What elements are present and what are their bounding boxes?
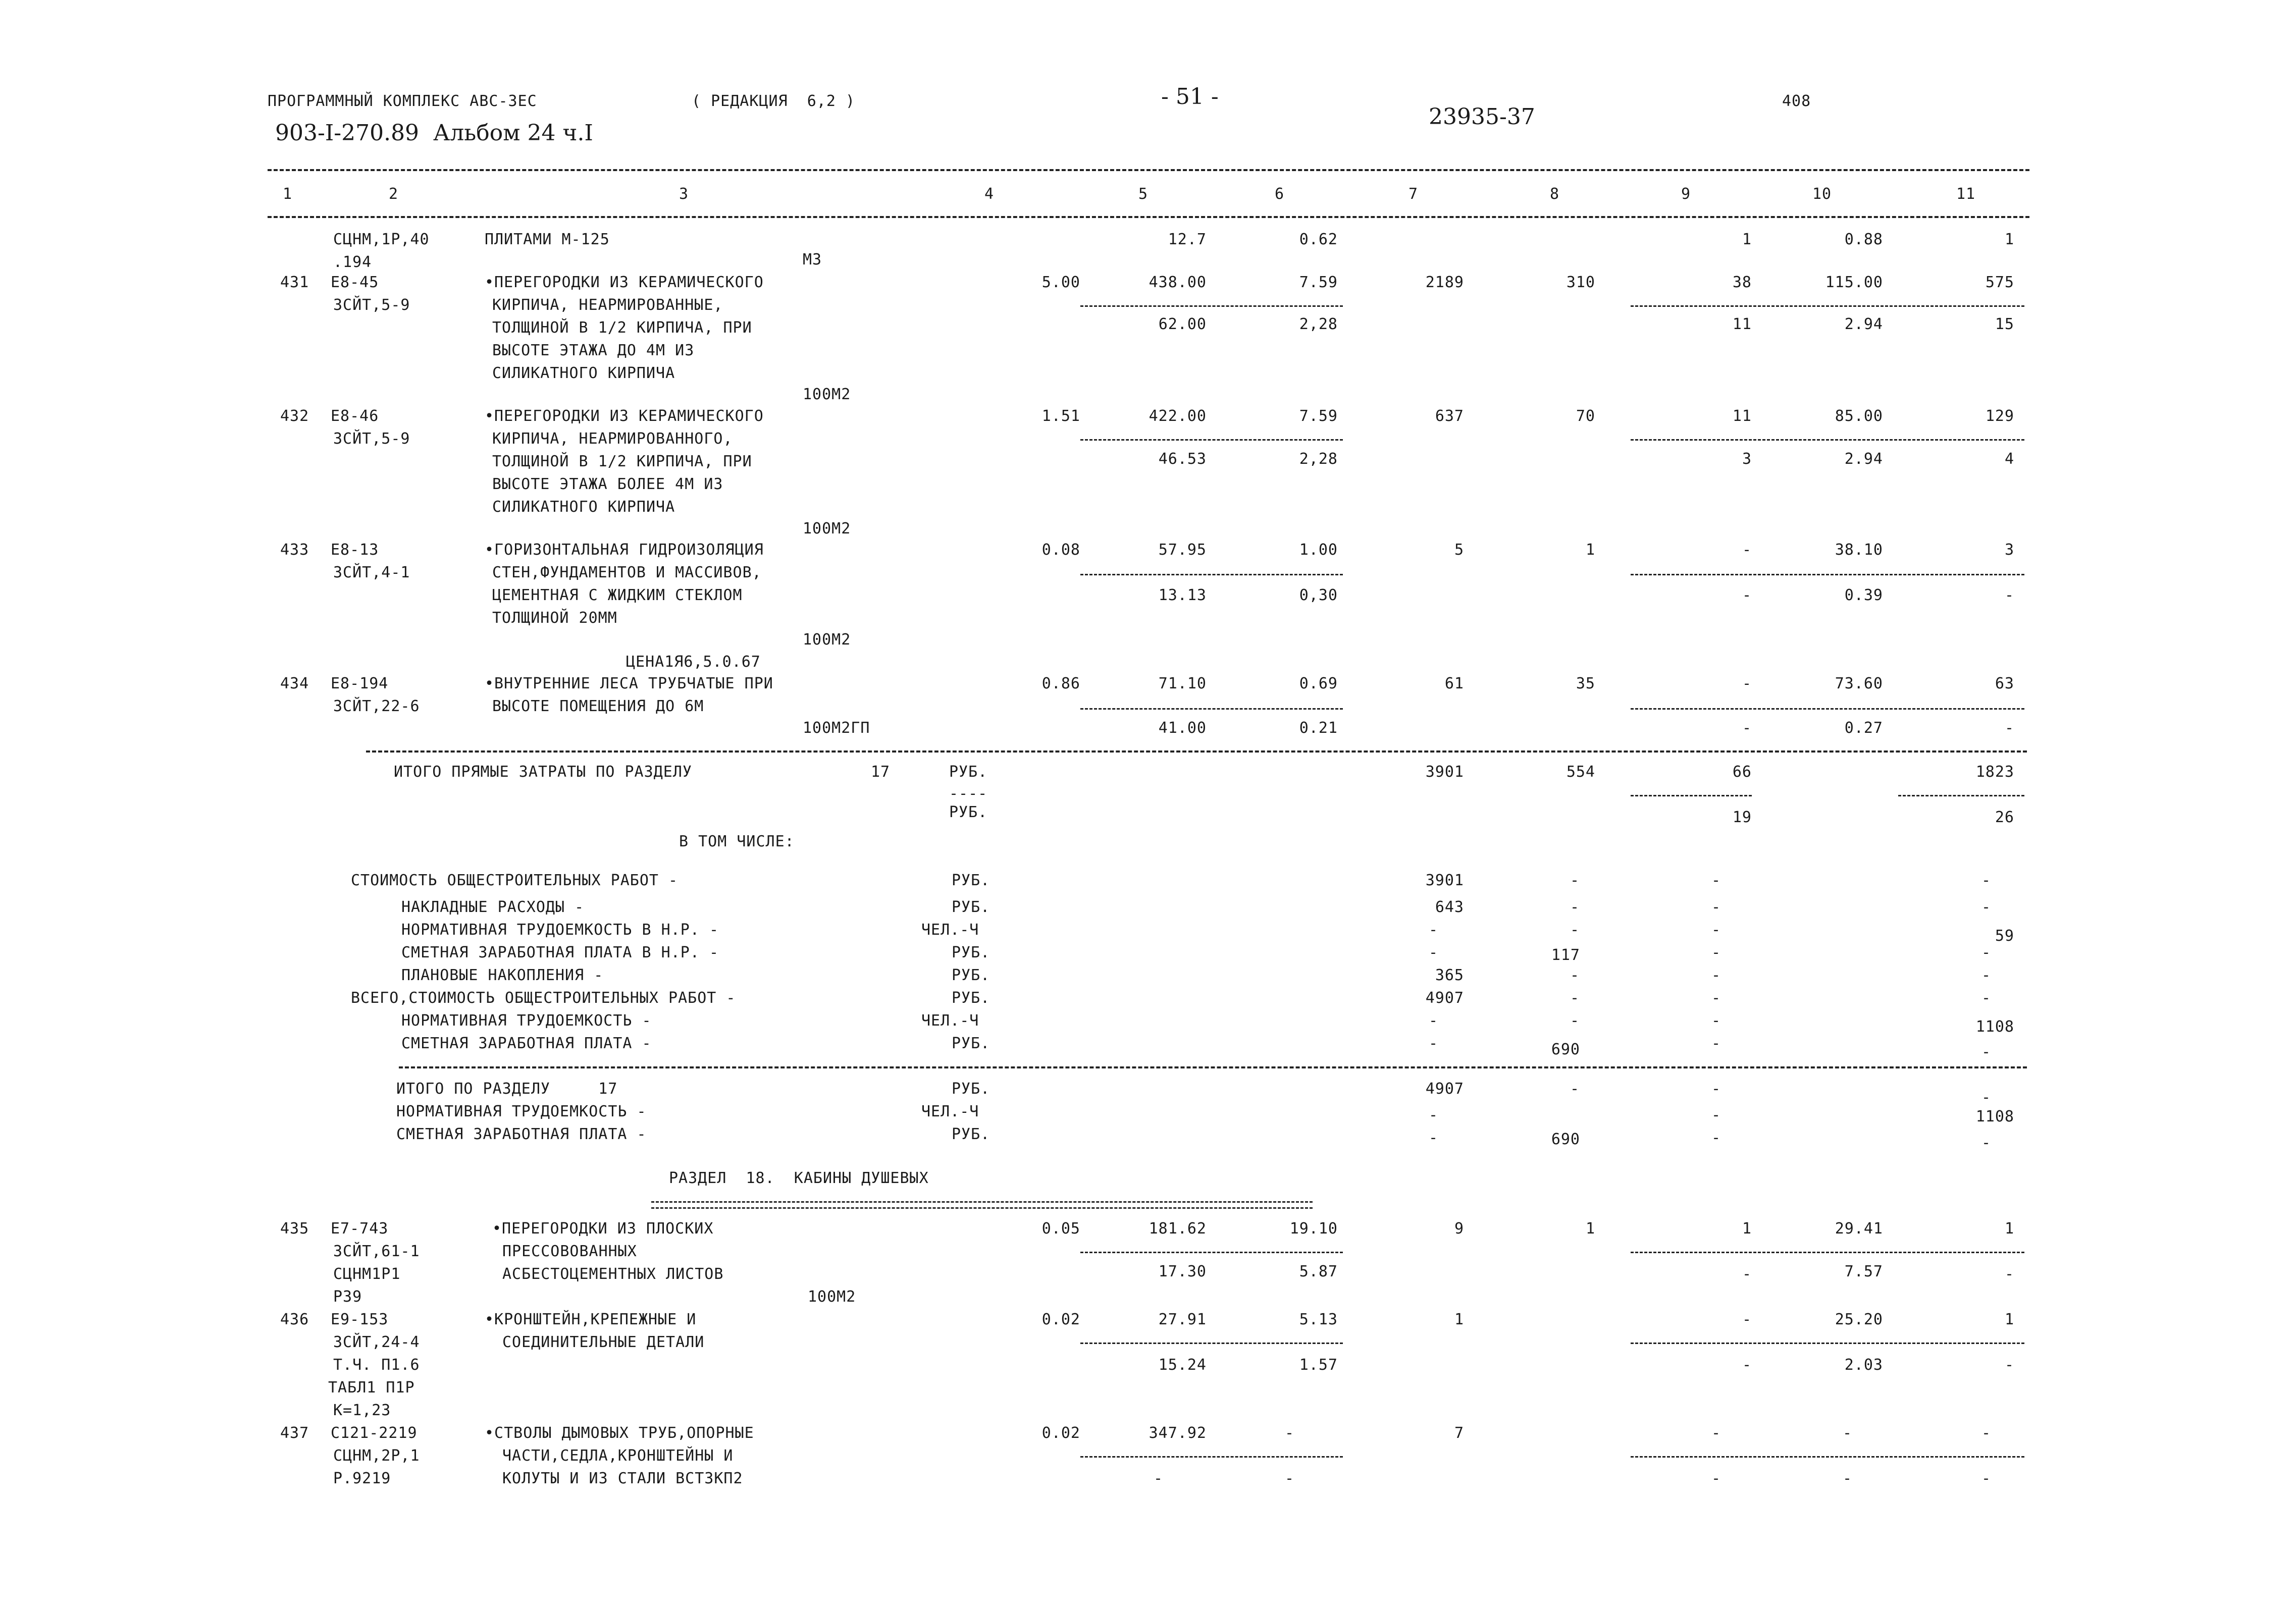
summary-unit: ЧЕЛ.-Ч (921, 921, 979, 939)
sheet-number: 408 (1782, 92, 1811, 110)
cell-c10: 38.10 (1835, 541, 1883, 559)
row-desc-line: КОЛУТЫ И ИЗ СТАЛИ ВСТЗКП2 (502, 1470, 743, 1487)
row-number: 437 (280, 1424, 309, 1442)
cell-c11: 63 (1995, 675, 2014, 692)
cell-c9: - (1742, 675, 1752, 692)
cell-c6b: 5.87 (1299, 1263, 1338, 1280)
col-3: 3 (679, 185, 689, 203)
row-desc-line: •ВНУТРЕННИЕ ЛЕСА ТРУБЧАТЫЕ ПРИ (485, 675, 773, 692)
cell-c6b: 2,28 (1299, 450, 1338, 468)
cell-divider (1631, 708, 2024, 710)
program-edition: ( РЕДАКЦИЯ 6,2 ) (692, 92, 856, 110)
summary-c7: - (1429, 921, 1439, 939)
total-unit: РУБ. (949, 763, 988, 781)
row-code3: Т.Ч. П1.6 (333, 1356, 420, 1374)
cell-c10: 25.20 (1835, 1311, 1883, 1328)
row-code3: Р.9219 (333, 1470, 391, 1487)
summary-c7: 365 (1435, 967, 1464, 984)
cell-c11: 1 (2004, 1311, 2014, 1328)
summary-unit: РУБ. (952, 872, 990, 889)
summary-unit: РУБ. (952, 989, 990, 1007)
row-desc-line: СИЛИКАТНОГО КИРПИЧА (492, 364, 675, 382)
program-name: ПРОГРАММНЫЙ КОМПЛЕКС АВС-ЗЕС (268, 92, 537, 110)
cell-c5: 181.62 (1149, 1220, 1207, 1238)
row-number: 432 (280, 407, 309, 425)
summary-unit: РУБ. (952, 1035, 990, 1052)
cell-c5: 57.95 (1158, 541, 1207, 559)
cell-c10b: 2.94 (1844, 450, 1883, 468)
row-code4: ТАБЛ1 П1Р (328, 1379, 415, 1397)
total2-c7: - (1429, 1106, 1439, 1124)
row-desc-line: •СТВОЛЫ ДЫМОВЫХ ТРУБ,ОПОРНЫЕ (485, 1424, 754, 1442)
total2-unit: ЧЕЛ.-Ч (921, 1103, 979, 1120)
summary-c9: - (1711, 872, 1721, 889)
summary-c9: - (1711, 1012, 1721, 1030)
cell-c9: - (1742, 541, 1752, 559)
row-code5: К=1,23 (333, 1402, 391, 1419)
summary-label: СТОИМОСТЬ ОБЩЕСТРОИТЕЛЬНЫХ РАБОТ - (351, 872, 679, 889)
col-2: 2 (389, 185, 399, 203)
row-desc-line: •КРОНШТЕЙН,КРЕПЕЖНЫЕ И (485, 1311, 697, 1328)
cell-divider (1631, 1456, 2024, 1458)
row-number: 433 (280, 541, 309, 559)
row-desc-line: ТОЛЩИНОЙ В 1/2 КИРПИЧА, ПРИ (492, 453, 752, 470)
row-unit: 100М2 (803, 386, 851, 403)
cell-c9: 1 (1742, 231, 1752, 248)
cell-c11: 575 (1985, 274, 2014, 291)
summary-c7: - (1429, 1035, 1439, 1052)
cell-c9b: - (1742, 1356, 1752, 1374)
cell-c5b: 17.30 (1158, 1263, 1207, 1280)
cell-c8: 1 (1585, 541, 1595, 559)
summary-unit: РУБ. (952, 898, 990, 916)
row-unit: 100М2 (803, 631, 851, 649)
row-desc-line: ВЫСОТЕ ЭТАЖА ДО 4М ИЗ (492, 342, 695, 359)
section-underline (651, 1201, 1313, 1203)
cell-c11b: 4 (2004, 450, 2014, 468)
cell-c4: 0.02 (1041, 1424, 1080, 1442)
col-11: 11 (1956, 185, 1976, 203)
total2-c11: - (1981, 1089, 1992, 1106)
summary-label: СМЕТНАЯ ЗАРАБОТНАЯ ПЛАТА В Н.Р. - (401, 944, 719, 961)
summary-c8: - (1570, 1012, 1580, 1030)
summary-c11: - (1981, 872, 1992, 889)
cell-c5b: 41.00 (1158, 719, 1207, 737)
summary-c11: - (1981, 898, 1992, 916)
row-desc-line: ЦЕМЕНТНАЯ С ЖИДКИМ СТЕКЛОМ (492, 586, 743, 604)
cell-c11b: - (2004, 719, 2014, 737)
cell-c10b: 7.57 (1844, 1263, 1883, 1280)
cell-c10: 73.60 (1835, 675, 1883, 692)
cell-divider (1080, 439, 1343, 441)
summary-c8: - (1570, 898, 1580, 916)
cell-c7: 61 (1444, 675, 1464, 692)
cell-c9: - (1711, 1424, 1721, 1442)
row-desc-line: АСБЕСТОЦЕМЕНТНЫХ ЛИСТОВ (502, 1265, 724, 1283)
cell-c6: 7.59 (1299, 407, 1338, 425)
cell-c9b: 3 (1742, 450, 1752, 468)
cell-c11: 129 (1985, 407, 2014, 425)
total2-label: СМЕТНАЯ ЗАРАБОТНАЯ ПЛАТА - (396, 1125, 647, 1143)
cell-c7: 5 (1454, 541, 1464, 559)
row-code3: СЦНМ1Р1 (333, 1265, 401, 1283)
rule (366, 750, 2027, 753)
cell-c9b: - (1742, 1265, 1752, 1283)
cell-c10b: 2.03 (1844, 1356, 1883, 1374)
cell-c9b: - (1742, 586, 1752, 604)
cell-c5: 12.7 (1168, 231, 1207, 248)
row-code: Е8-46 (331, 407, 379, 425)
total-c9: 66 (1732, 763, 1752, 781)
cell-c10b: 0.27 (1844, 719, 1883, 737)
cell-c11b: - (2004, 1265, 2014, 1283)
rule (268, 169, 2029, 171)
row-code2: ЗСЙТ,24-4 (333, 1333, 420, 1351)
cell-divider (1631, 1343, 2024, 1344)
section-underline (651, 1207, 1313, 1209)
total-c11: 1823 (1975, 763, 2014, 781)
summary-c7: 643 (1435, 898, 1464, 916)
cell-c9: 38 (1732, 274, 1752, 291)
total-c7: 3901 (1425, 763, 1464, 781)
summary-c8: 690 (1551, 1041, 1580, 1058)
summary-c9: - (1711, 967, 1721, 984)
row-code2: ЗСЙТ,5-9 (333, 296, 410, 314)
cell-c10: - (1843, 1424, 1853, 1442)
cell-c6b: 0,30 (1299, 586, 1338, 604)
cell-c6: 1.00 (1299, 541, 1338, 559)
summary-c11: 1108 (1975, 1018, 2014, 1036)
row-unit: 100М2 (803, 520, 851, 538)
summary-c11: - (1981, 944, 1992, 961)
rule (399, 1066, 2027, 1068)
col-9: 9 (1681, 185, 1691, 203)
row-code: Е8-194 (331, 675, 389, 692)
cell-c9b: 11 (1732, 315, 1752, 333)
cell-c9b: - (1742, 719, 1752, 737)
cell-divider (1631, 795, 1752, 796)
summary-unit: ЧЕЛ.-Ч (921, 1012, 979, 1030)
cell-divider (1080, 574, 1343, 575)
rule (268, 216, 2029, 218)
cell-c10b: 0.39 (1844, 586, 1883, 604)
summary-c8: - (1570, 967, 1580, 984)
row-code: Е8-13 (331, 541, 379, 559)
cell-c4: 0.05 (1041, 1220, 1080, 1238)
row-number: 431 (280, 274, 309, 291)
summary-c8: - (1570, 989, 1580, 1007)
summary-label: НОРМАТИВНАЯ ТРУДОЕМКОСТЬ В Н.Р. - (401, 921, 719, 939)
summary-c7: 3901 (1425, 872, 1464, 889)
row-code: С121-2219 (331, 1424, 418, 1442)
total-unit2: РУБ. (949, 803, 988, 821)
cell-c11b: - (1981, 1470, 1992, 1487)
summary-c11: 59 (1995, 927, 2014, 945)
row-desc-line: •ПЕРЕГОРОДКИ ИЗ КЕРАМИЧЕСКОГО (485, 407, 764, 425)
cell-c5b: 46.53 (1158, 450, 1207, 468)
cell-c10: 29.41 (1835, 1220, 1883, 1238)
cell-c6: - (1285, 1424, 1295, 1442)
cell-c11: - (1981, 1424, 1992, 1442)
cell-c4: 0.86 (1041, 675, 1080, 692)
page-number: - 51 - (1161, 84, 1219, 110)
summary-c11: - (1981, 1043, 1992, 1061)
cell-c10: 0.88 (1844, 231, 1883, 248)
row-code2: ЗСЙТ,61-1 (333, 1243, 420, 1260)
col-5: 5 (1138, 185, 1149, 203)
cell-c9: - (1742, 1311, 1752, 1328)
summary-label: ПЛАНОВЫЕ НАКОПЛЕНИЯ - (401, 967, 604, 984)
cell-c9b: - (1711, 1470, 1721, 1487)
total2-unit: РУБ. (952, 1080, 990, 1098)
cell-c8: 35 (1576, 675, 1595, 692)
summary-c9: - (1711, 921, 1721, 939)
cell-c9: 1 (1742, 1220, 1752, 1238)
row-desc-line: •ГОРИЗОНТАЛЬНАЯ ГИДРОИЗОЛЯЦИЯ (485, 541, 764, 559)
cell-c6: 5.13 (1299, 1311, 1338, 1328)
col-7: 7 (1408, 185, 1419, 203)
summary-unit: РУБ. (952, 967, 990, 984)
row-desc-line: ПРЕССОВОВАННЫХ (502, 1243, 637, 1260)
summary-c9: - (1711, 944, 1721, 961)
cell-c6: 0.62 (1299, 231, 1338, 248)
total2-c9: - (1711, 1129, 1721, 1147)
row-desc-line: •ПЕРЕГОРОДКИ ИЗ КЕРАМИЧЕСКОГО (485, 274, 764, 291)
cell-c7: 2189 (1425, 274, 1464, 291)
total-section-number: 17 (871, 763, 891, 781)
total-c11b: 26 (1995, 809, 2014, 826)
summary-c8: - (1570, 921, 1580, 939)
row-code4: Р39 (333, 1288, 362, 1306)
row-desc-line: ТОЛЩИНОЙ 20ММ (492, 609, 617, 627)
total2-c7: 4907 (1425, 1080, 1464, 1098)
row-desc-line: ЧАСТИ,СЕДЛА,КРОНШТЕЙНЫ И (502, 1447, 734, 1465)
cell-c6: 7.59 (1299, 274, 1338, 291)
document-code: 23935-37 (1429, 104, 1535, 130)
cell-c11b: - (2004, 1356, 2014, 1374)
cell-c5b: 62.00 (1158, 315, 1207, 333)
cell-c9: 11 (1732, 407, 1752, 425)
row-unit: 100М2 (808, 1288, 856, 1306)
cell-c8: 310 (1566, 274, 1595, 291)
row-unit: 100М2ГП (803, 719, 870, 737)
summary-c7: - (1429, 944, 1439, 961)
summary-c11: - (1981, 967, 1992, 984)
cell-c6b: 1.57 (1299, 1356, 1338, 1374)
cell-c10: 115.00 (1825, 274, 1883, 291)
row-desc-line: СОЕДИНИТЕЛЬНЫЕ ДЕТАЛИ (502, 1333, 705, 1351)
row-desc-line: ВЫСОТЕ ПОМЕЩЕНИЯ ДО 6М (492, 697, 704, 715)
cell-c7: 1 (1454, 1311, 1464, 1328)
row-price-ref: ЦЕНА1Я6,5.0.67 (626, 653, 761, 671)
row-number: 436 (280, 1311, 309, 1328)
col-1: 1 (283, 185, 293, 203)
row-desc-line: СТЕН,ФУНДАМЕНТОВ И МАССИВОВ, (492, 564, 762, 581)
section-18-title: РАЗДЕЛ 18. КАБИНЫ ДУШЕВЫХ (669, 1169, 929, 1187)
cell-divider (1080, 1456, 1343, 1458)
cell-divider (1631, 305, 2024, 307)
cell-c5b: 13.13 (1158, 586, 1207, 604)
cell-c5b: 15.24 (1158, 1356, 1207, 1374)
cell-c6: 0.69 (1299, 675, 1338, 692)
cell-divider (1631, 574, 2024, 575)
row-number: 435 (280, 1220, 309, 1238)
cell-c4: 1.51 (1041, 407, 1080, 425)
total-c9b: 19 (1732, 809, 1752, 826)
row-number: 434 (280, 675, 309, 692)
cell-c11: 1 (2004, 231, 2014, 248)
cell-c4: 0.08 (1041, 541, 1080, 559)
col-6: 6 (1275, 185, 1285, 203)
row-code: Е9-153 (331, 1311, 389, 1328)
row-code2: ЗСЙТ,4-1 (333, 564, 410, 581)
cell-c7: 637 (1435, 407, 1464, 425)
cell-c6: 19.10 (1289, 1220, 1338, 1238)
row-code2: ЗСЙТ,5-9 (333, 430, 410, 448)
total2-label: НОРМАТИВНАЯ ТРУДОЕМКОСТЬ - (396, 1103, 647, 1120)
total2-c8: 690 (1551, 1131, 1580, 1148)
col-8: 8 (1550, 185, 1560, 203)
cell-c8: 70 (1576, 407, 1595, 425)
cell-c5b: - (1154, 1470, 1164, 1487)
row-desc: ПЛИТАМИ М-125 (485, 231, 610, 248)
summary-c7: 4907 (1425, 989, 1464, 1007)
total2-c9: - (1711, 1080, 1721, 1098)
total-unit-divider: ---- (949, 785, 988, 802)
total2-c9: - (1711, 1106, 1721, 1124)
total2-c7: - (1429, 1129, 1439, 1147)
row-desc-line: КИРПИЧА, НЕАРМИРОВАННЫЕ, (492, 296, 723, 314)
total-c8: 554 (1566, 763, 1595, 781)
cell-c11: 1 (2004, 1220, 2014, 1238)
cell-c5: 71.10 (1158, 675, 1207, 692)
total2-label: ИТОГО ПО РАЗДЕЛУ 17 (396, 1080, 618, 1098)
row-desc-line: КИРПИЧА, НЕАРМИРОВАННОГО, (492, 430, 733, 448)
summary-label: НАКЛАДНЫЕ РАСХОДЫ - (401, 898, 585, 916)
cell-divider (1898, 795, 2024, 796)
total-label: ИТОГО ПРЯМЫЕ ЗАТРАТЫ ПО РАЗДЕЛУ (394, 763, 692, 781)
row-code: СЦНМ,1Р,40 (333, 231, 430, 248)
summary-c9: - (1711, 989, 1721, 1007)
cell-c7: 9 (1454, 1220, 1464, 1238)
total2-c8: - (1570, 1080, 1580, 1098)
cell-divider (1080, 1252, 1343, 1253)
cell-c11: 3 (2004, 541, 2014, 559)
cell-c6b: 0.21 (1299, 719, 1338, 737)
cell-c4: 5.00 (1041, 274, 1080, 291)
row-code2: .194 (333, 253, 372, 271)
cell-c4: 0.02 (1041, 1311, 1080, 1328)
summary-label: НОРМАТИВНАЯ ТРУДОЕМКОСТЬ - (401, 1012, 652, 1030)
cell-c10: 85.00 (1835, 407, 1883, 425)
including-label: В ТОМ ЧИСЛЕ: (679, 833, 795, 850)
cell-c11b: - (2004, 586, 2014, 604)
cell-divider (1080, 1343, 1343, 1344)
cell-c5: 27.91 (1158, 1311, 1207, 1328)
cell-c7: 7 (1454, 1424, 1464, 1442)
row-code2: СЦНМ,2Р,1 (333, 1447, 420, 1465)
cell-divider (1080, 708, 1343, 710)
summary-c8: 117 (1551, 946, 1580, 964)
cell-divider (1080, 305, 1343, 307)
row-code2: ЗСЙТ,22-6 (333, 697, 420, 715)
row-unit: М3 (803, 251, 822, 269)
cell-c10b: 2.94 (1844, 315, 1883, 333)
total2-c11: 1108 (1975, 1108, 2014, 1125)
summary-unit: РУБ. (952, 944, 990, 961)
total2-c11: - (1981, 1134, 1992, 1152)
summary-label: ВСЕГО,СТОИМОСТЬ ОБЩЕСТРОИТЕЛЬНЫХ РАБОТ - (351, 989, 736, 1007)
row-desc-line: ТОЛЩИНОЙ В 1/2 КИРПИЧА, ПРИ (492, 319, 752, 337)
row-code: Е8-45 (331, 274, 379, 291)
cell-c8: 1 (1585, 1220, 1595, 1238)
cell-c11b: 15 (1995, 315, 2014, 333)
cell-c6b: - (1285, 1470, 1295, 1487)
cell-divider (1631, 439, 2024, 441)
cell-divider (1631, 1252, 2024, 1253)
summary-c7: - (1429, 1012, 1439, 1030)
total2-unit: РУБ. (952, 1125, 990, 1143)
col-10: 10 (1812, 185, 1832, 203)
row-code: Е7-743 (331, 1220, 389, 1238)
album-title: 903-I-270.89 Альбом 24 ч.I (275, 120, 593, 146)
col-4: 4 (984, 185, 995, 203)
row-desc-line: СИЛИКАТНОГО КИРПИЧА (492, 498, 675, 516)
summary-c9: - (1711, 898, 1721, 916)
summary-c8: - (1570, 872, 1580, 889)
row-desc-line: ВЫСОТЕ ЭТАЖА БОЛЕЕ 4М ИЗ (492, 475, 723, 493)
cell-c6b: 2,28 (1299, 315, 1338, 333)
summary-label: СМЕТНАЯ ЗАРАБОТНАЯ ПЛАТА - (401, 1035, 652, 1052)
summary-c9: - (1711, 1035, 1721, 1052)
cell-c5: 422.00 (1149, 407, 1207, 425)
row-desc-line: •ПЕРЕГОРОДКИ ИЗ ПЛОСКИХ (492, 1220, 714, 1238)
summary-c11: - (1981, 989, 1992, 1007)
cell-c10b: - (1843, 1470, 1853, 1487)
cell-c5: 438.00 (1149, 274, 1207, 291)
cell-c5: 347.92 (1149, 1424, 1207, 1442)
